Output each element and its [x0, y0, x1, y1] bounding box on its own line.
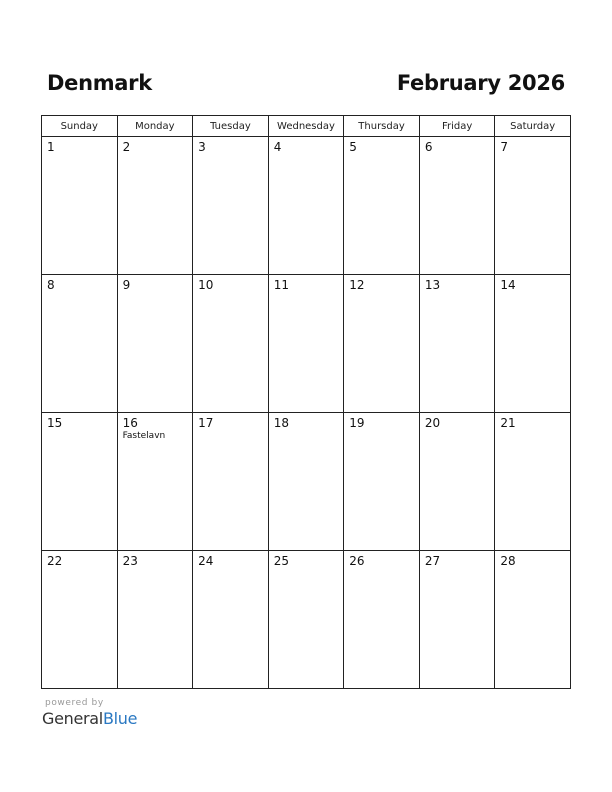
day-number: 17 [198, 416, 214, 430]
day-cell [268, 275, 344, 413]
day-cell [193, 275, 269, 413]
day-cell [419, 137, 495, 275]
day-cell [495, 551, 571, 689]
day-number: 6 [424, 140, 433, 154]
weekday-header: Monday [117, 116, 193, 137]
day-number: 25 [273, 554, 289, 568]
day-number: 12 [349, 278, 365, 292]
powered-by-text: powered by [45, 698, 104, 708]
weekday-header: Wednesday [268, 116, 344, 137]
day-number: 22 [47, 554, 63, 568]
brand-logo [42, 709, 137, 728]
day-cell [117, 275, 193, 413]
day-cell [268, 413, 344, 551]
day-cell [419, 275, 495, 413]
day-number: 10 [198, 278, 214, 292]
day-cell [193, 137, 269, 275]
day-number: 7 [500, 140, 509, 154]
brand-logo-part2: Blue [102, 709, 138, 728]
day-number: 9 [122, 278, 131, 292]
day-cell [42, 551, 118, 689]
weekday-header: Saturday [495, 116, 571, 137]
calendar-grid [41, 115, 571, 689]
day-cell [117, 137, 193, 275]
day-cell [117, 413, 193, 551]
day-number: 11 [273, 278, 289, 292]
day-number: 2 [122, 140, 131, 154]
day-number: 24 [198, 554, 214, 568]
day-number: 18 [273, 416, 289, 430]
month-title: February 2026 [396, 71, 565, 95]
day-cell [495, 413, 571, 551]
day-number: 16 [122, 416, 138, 430]
day-cell [344, 413, 420, 551]
day-number: 3 [198, 140, 206, 154]
weekday-header: Sunday [42, 116, 118, 137]
weekday-header: Tuesday [193, 116, 269, 137]
day-cell [117, 551, 193, 689]
day-number: 14 [500, 278, 516, 292]
day-number: 1 [47, 140, 55, 154]
day-cell [344, 551, 420, 689]
day-cell [42, 413, 118, 551]
day-number: 20 [424, 416, 441, 430]
day-number: 21 [500, 416, 516, 430]
week-row [42, 551, 571, 689]
day-cell [344, 137, 420, 275]
day-cell [193, 551, 269, 689]
day-cell [495, 137, 571, 275]
day-cell [42, 137, 118, 275]
day-number: 23 [122, 554, 138, 568]
day-cell [268, 137, 344, 275]
day-cell [344, 275, 420, 413]
day-cell [42, 275, 118, 413]
day-number: 26 [349, 554, 365, 568]
week-row [42, 413, 571, 551]
week-row [42, 137, 571, 275]
day-cell [193, 413, 269, 551]
holiday-label: Fastelavn [122, 431, 166, 441]
day-number: 13 [424, 278, 441, 292]
day-number: 8 [47, 278, 55, 292]
day-cell [419, 413, 495, 551]
day-number: 4 [273, 140, 282, 154]
day-number: 28 [500, 554, 516, 568]
week-row [42, 275, 571, 413]
day-number: 15 [47, 416, 63, 430]
day-number: 19 [349, 416, 365, 430]
weekday-header: Friday [419, 116, 495, 137]
day-cell [419, 551, 495, 689]
day-cell [495, 275, 571, 413]
day-cell [268, 551, 344, 689]
country-title: Denmark [47, 71, 152, 95]
brand-logo-part1: General [42, 709, 103, 728]
weekday-header-row [42, 116, 571, 137]
day-number: 5 [349, 140, 357, 154]
day-number: 27 [424, 554, 441, 568]
footer-branding [42, 698, 137, 728]
weekday-header: Thursday [344, 116, 420, 137]
